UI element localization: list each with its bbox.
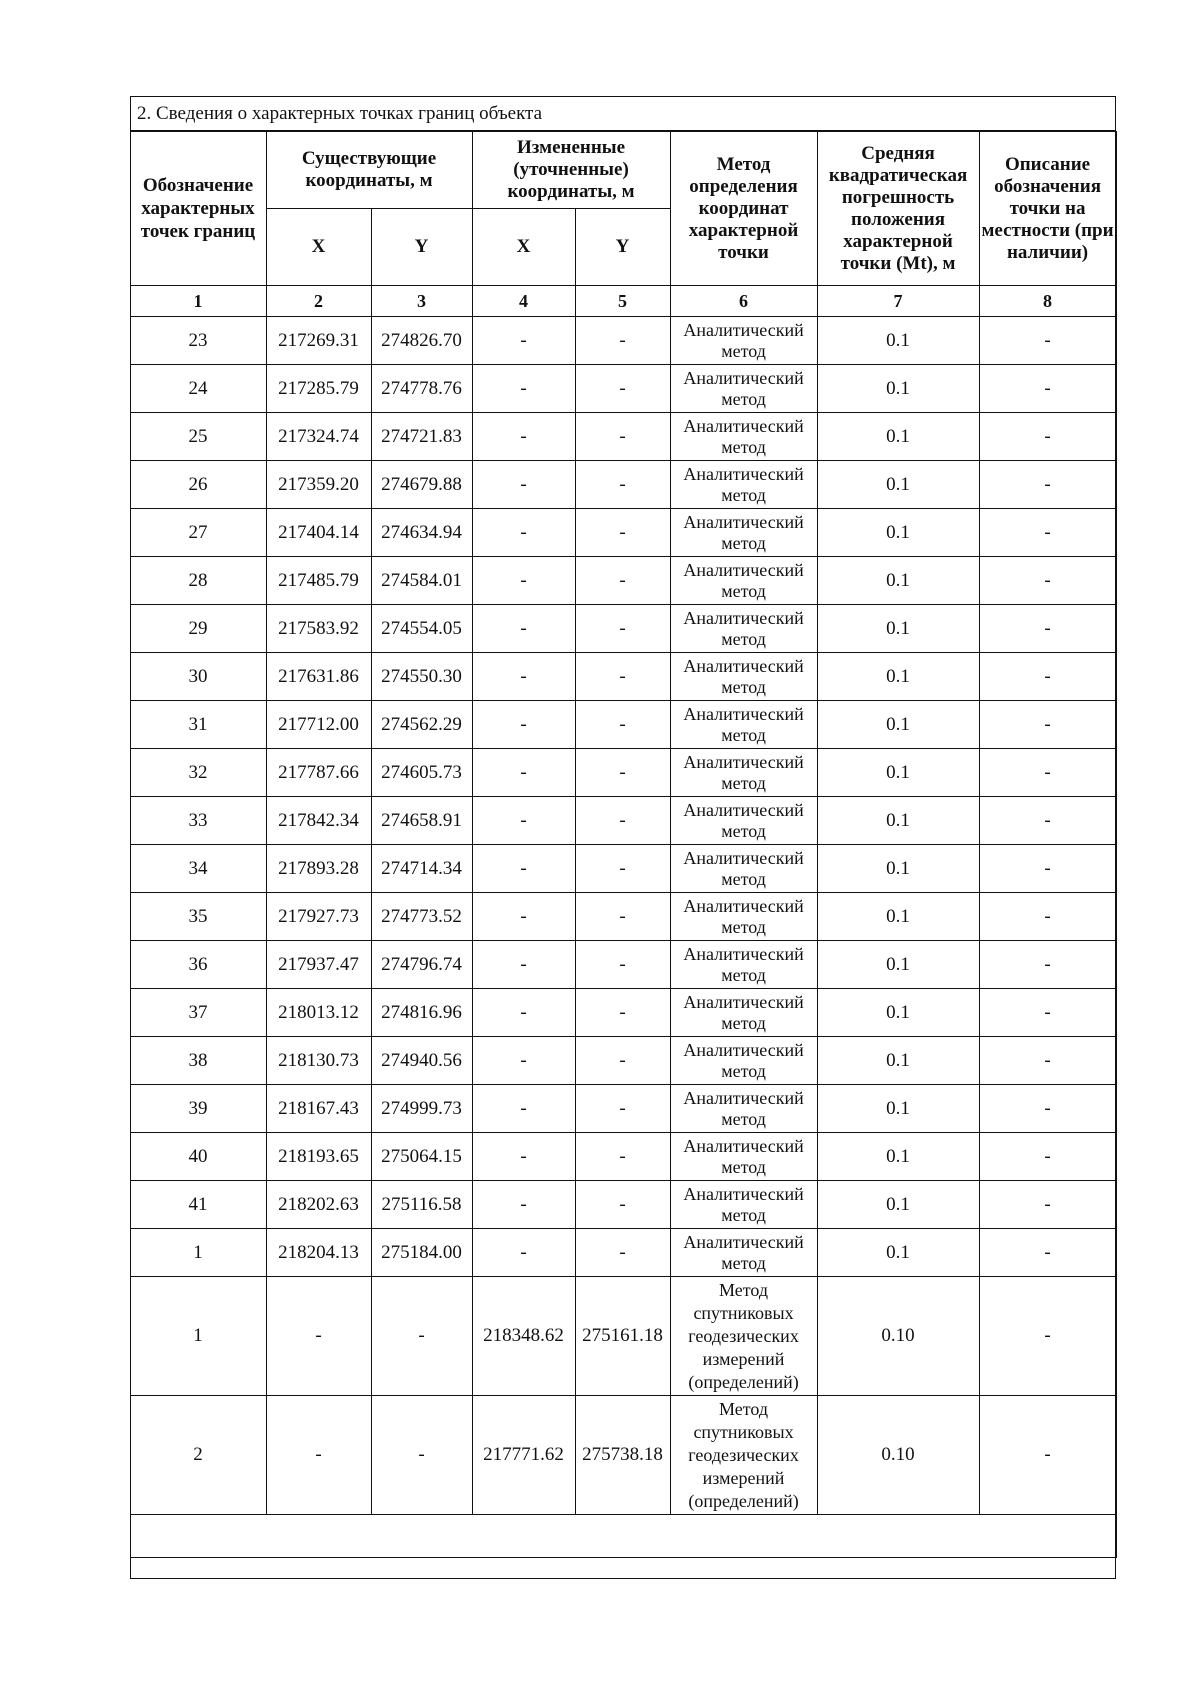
description-cell: - [979, 989, 1116, 1037]
changed-y-cell: 275738.18 [575, 1396, 670, 1515]
changed-y-cell: - [575, 1133, 670, 1181]
method-cell: Аналитический метод [670, 941, 817, 989]
changed-y-cell: - [575, 365, 670, 413]
table-row [130, 317, 1116, 365]
error-cell: 0.1 [817, 1085, 979, 1133]
description-cell: - [979, 317, 1116, 365]
changed-x-cell: - [472, 941, 575, 989]
description-cell: - [979, 605, 1116, 653]
point-cell: 34 [130, 845, 266, 893]
empty-cell [130, 1515, 1116, 1558]
table-row [130, 1396, 1116, 1515]
table-row [130, 557, 1116, 605]
description-cell: - [979, 1133, 1116, 1181]
method-cell: Аналитический метод [670, 365, 817, 413]
changed-y-cell: - [575, 893, 670, 941]
changed-y-cell: - [575, 509, 670, 557]
changed-y-cell: - [575, 1181, 670, 1229]
point-cell: 24 [130, 365, 266, 413]
existing-y-cell: 274826.70 [371, 317, 472, 365]
point-cell: 28 [130, 557, 266, 605]
existing-y-cell: - [371, 1396, 472, 1515]
table-row [130, 1085, 1116, 1133]
method-cell: Аналитический метод [670, 989, 817, 1037]
existing-y-cell: 275064.15 [371, 1133, 472, 1181]
header-description: Описание обозначения точки на местности (при наличии) [979, 132, 1116, 286]
error-cell: 0.1 [817, 893, 979, 941]
error-cell: 0.10 [817, 1396, 979, 1515]
error-cell: 0.1 [817, 1229, 979, 1277]
point-cell: 36 [130, 941, 266, 989]
changed-y-cell: - [575, 413, 670, 461]
point-cell: 39 [130, 1085, 266, 1133]
changed-x-cell: 217771.62 [472, 1396, 575, 1515]
changed-x-cell: - [472, 1229, 575, 1277]
point-cell: 37 [130, 989, 266, 1037]
table-row [130, 1037, 1116, 1085]
changed-x-cell: - [472, 413, 575, 461]
error-cell: 0.1 [817, 941, 979, 989]
table-row [130, 1181, 1116, 1229]
existing-x-cell: 217485.79 [266, 557, 371, 605]
header-existing-y: Y [371, 209, 472, 286]
changed-y-cell: - [575, 557, 670, 605]
description-cell: - [979, 941, 1116, 989]
existing-x-cell: 217324.74 [266, 413, 371, 461]
changed-x-cell: - [472, 1037, 575, 1085]
table-row [130, 653, 1116, 701]
description-cell: - [979, 845, 1116, 893]
table-row [130, 941, 1116, 989]
column-number: 7 [817, 286, 979, 317]
changed-x-cell: - [472, 557, 575, 605]
method-cell: Метод спутниковых геодезических измерений (определений) [670, 1277, 817, 1396]
header-method: Метод определения координат характерной точки [670, 132, 817, 286]
existing-x-cell: 217404.14 [266, 509, 371, 557]
method-cell: Аналитический метод [670, 509, 817, 557]
existing-x-cell: 217927.73 [266, 893, 371, 941]
existing-y-cell: 274605.73 [371, 749, 472, 797]
changed-y-cell: - [575, 653, 670, 701]
method-cell: Метод спутниковых геодезических измерений (определений) [670, 1396, 817, 1515]
error-cell: 0.1 [817, 1133, 979, 1181]
table-row [130, 413, 1116, 461]
changed-x-cell: - [472, 653, 575, 701]
changed-y-cell: - [575, 749, 670, 797]
coordinates-sheet [130, 96, 1116, 1579]
description-cell: - [979, 701, 1116, 749]
changed-x-cell: - [472, 1085, 575, 1133]
table-row [130, 509, 1116, 557]
method-cell: Аналитический метод [670, 1037, 817, 1085]
empty-row [130, 1515, 1116, 1558]
error-cell: 0.1 [817, 413, 979, 461]
error-cell: 0.1 [817, 1181, 979, 1229]
error-cell: 0.1 [817, 989, 979, 1037]
table-row [130, 1277, 1116, 1396]
error-cell: 0.1 [817, 605, 979, 653]
changed-x-cell: - [472, 701, 575, 749]
description-cell: - [979, 509, 1116, 557]
existing-y-cell: 274679.88 [371, 461, 472, 509]
existing-x-cell: 217712.00 [266, 701, 371, 749]
column-number: 5 [575, 286, 670, 317]
error-cell: 0.10 [817, 1277, 979, 1396]
changed-x-cell: - [472, 365, 575, 413]
existing-y-cell: - [371, 1277, 472, 1396]
column-numbers-row [130, 286, 1116, 317]
existing-y-cell: 274778.76 [371, 365, 472, 413]
changed-x-cell: - [472, 461, 575, 509]
existing-y-cell: 274658.91 [371, 797, 472, 845]
error-cell: 0.1 [817, 701, 979, 749]
existing-x-cell: 218013.12 [266, 989, 371, 1037]
column-number: 6 [670, 286, 817, 317]
existing-y-cell: 274562.29 [371, 701, 472, 749]
table-row [130, 893, 1116, 941]
description-cell: - [979, 365, 1116, 413]
point-cell: 1 [130, 1277, 266, 1396]
changed-y-cell: - [575, 1085, 670, 1133]
error-cell: 0.1 [817, 557, 979, 605]
existing-x-cell: 217631.86 [266, 653, 371, 701]
existing-y-cell: 274816.96 [371, 989, 472, 1037]
method-cell: Аналитический метод [670, 317, 817, 365]
method-cell: Аналитический метод [670, 605, 817, 653]
points-table [130, 131, 1117, 1558]
header-changed-coords: Измененные (уточненные) координаты, м [472, 132, 670, 209]
point-cell: 30 [130, 653, 266, 701]
changed-x-cell: - [472, 989, 575, 1037]
point-cell: 31 [130, 701, 266, 749]
point-cell: 40 [130, 1133, 266, 1181]
method-cell: Аналитический метод [670, 845, 817, 893]
existing-y-cell: 274796.74 [371, 941, 472, 989]
column-number: 2 [266, 286, 371, 317]
changed-y-cell: - [575, 461, 670, 509]
changed-x-cell: 218348.62 [472, 1277, 575, 1396]
error-cell: 0.1 [817, 749, 979, 797]
existing-x-cell: 217842.34 [266, 797, 371, 845]
existing-x-cell: - [266, 1277, 371, 1396]
error-cell: 0.1 [817, 317, 979, 365]
points-table-body [130, 317, 1116, 1558]
table-row [130, 845, 1116, 893]
table-row [130, 701, 1116, 749]
point-cell: 2 [130, 1396, 266, 1515]
error-cell: 0.1 [817, 461, 979, 509]
description-cell: - [979, 653, 1116, 701]
method-cell: Аналитический метод [670, 461, 817, 509]
changed-y-cell: - [575, 1229, 670, 1277]
method-cell: Аналитический метод [670, 797, 817, 845]
changed-x-cell: - [472, 1181, 575, 1229]
existing-y-cell: 274999.73 [371, 1085, 472, 1133]
description-cell: - [979, 1037, 1116, 1085]
existing-x-cell: 218167.43 [266, 1085, 371, 1133]
existing-x-cell: 217937.47 [266, 941, 371, 989]
column-number: 3 [371, 286, 472, 317]
error-cell: 0.1 [817, 509, 979, 557]
method-cell: Аналитический метод [670, 1085, 817, 1133]
table-row [130, 797, 1116, 845]
method-cell: Аналитический метод [670, 557, 817, 605]
point-cell: 26 [130, 461, 266, 509]
existing-y-cell: 274714.34 [371, 845, 472, 893]
existing-y-cell: 274550.30 [371, 653, 472, 701]
existing-y-cell: 274584.01 [371, 557, 472, 605]
method-cell: Аналитический метод [670, 893, 817, 941]
changed-y-cell: - [575, 941, 670, 989]
point-cell: 27 [130, 509, 266, 557]
changed-x-cell: - [472, 317, 575, 365]
description-cell: - [979, 1396, 1116, 1515]
method-cell: Аналитический метод [670, 653, 817, 701]
table-row [130, 1133, 1116, 1181]
point-cell: 25 [130, 413, 266, 461]
existing-y-cell: 274940.56 [371, 1037, 472, 1085]
method-cell: Аналитический метод [670, 1181, 817, 1229]
method-cell: Аналитический метод [670, 1229, 817, 1277]
existing-x-cell: 217893.28 [266, 845, 371, 893]
header-point: Обозначение характерных точек границ [130, 132, 266, 286]
changed-x-cell: - [472, 509, 575, 557]
section-title: 2. Сведения о характерных точках границ объекта [131, 97, 1115, 131]
error-cell: 0.1 [817, 797, 979, 845]
description-cell: - [979, 557, 1116, 605]
point-cell: 41 [130, 1181, 266, 1229]
existing-y-cell: 274773.52 [371, 893, 472, 941]
description-cell: - [979, 1085, 1116, 1133]
existing-x-cell: 218204.13 [266, 1229, 371, 1277]
existing-x-cell: 217285.79 [266, 365, 371, 413]
description-cell: - [979, 1229, 1116, 1277]
header-existing-coords: Существующие координаты, м [266, 132, 472, 209]
point-cell: 33 [130, 797, 266, 845]
point-cell: 32 [130, 749, 266, 797]
header-changed-y: Y [575, 209, 670, 286]
changed-x-cell: - [472, 797, 575, 845]
table-row [130, 605, 1116, 653]
existing-y-cell: 274634.94 [371, 509, 472, 557]
changed-y-cell: - [575, 701, 670, 749]
changed-y-cell: - [575, 989, 670, 1037]
point-cell: 38 [130, 1037, 266, 1085]
description-cell: - [979, 1181, 1116, 1229]
method-cell: Аналитический метод [670, 749, 817, 797]
description-cell: - [979, 749, 1116, 797]
existing-y-cell: 275184.00 [371, 1229, 472, 1277]
method-cell: Аналитический метод [670, 413, 817, 461]
changed-y-cell: 275161.18 [575, 1277, 670, 1396]
existing-x-cell: 217359.20 [266, 461, 371, 509]
column-number: 8 [979, 286, 1116, 317]
changed-y-cell: - [575, 317, 670, 365]
description-cell: - [979, 461, 1116, 509]
existing-y-cell: 274721.83 [371, 413, 472, 461]
description-cell: - [979, 797, 1116, 845]
point-cell: 29 [130, 605, 266, 653]
error-cell: 0.1 [817, 653, 979, 701]
header-error: Средняя квадратическая погрешность положения характерной точки (Mt), м [817, 132, 979, 286]
point-cell: 23 [130, 317, 266, 365]
existing-x-cell: - [266, 1396, 371, 1515]
error-cell: 0.1 [817, 845, 979, 893]
existing-x-cell: 217269.31 [266, 317, 371, 365]
changed-x-cell: - [472, 1133, 575, 1181]
existing-x-cell: 218193.65 [266, 1133, 371, 1181]
header-existing-x: X [266, 209, 371, 286]
point-cell: 1 [130, 1229, 266, 1277]
changed-y-cell: - [575, 797, 670, 845]
header-changed-x: X [472, 209, 575, 286]
existing-y-cell: 274554.05 [371, 605, 472, 653]
table-row [130, 749, 1116, 797]
existing-y-cell: 275116.58 [371, 1181, 472, 1229]
description-cell: - [979, 1277, 1116, 1396]
description-cell: - [979, 413, 1116, 461]
column-number: 1 [130, 286, 266, 317]
table-row [130, 989, 1116, 1037]
error-cell: 0.1 [817, 365, 979, 413]
changed-y-cell: - [575, 845, 670, 893]
existing-x-cell: 217787.66 [266, 749, 371, 797]
existing-x-cell: 218202.63 [266, 1181, 371, 1229]
changed-x-cell: - [472, 749, 575, 797]
changed-x-cell: - [472, 845, 575, 893]
existing-x-cell: 218130.73 [266, 1037, 371, 1085]
existing-x-cell: 217583.92 [266, 605, 371, 653]
column-number: 4 [472, 286, 575, 317]
changed-y-cell: - [575, 605, 670, 653]
table-row [130, 1229, 1116, 1277]
method-cell: Аналитический метод [670, 701, 817, 749]
point-cell: 35 [130, 893, 266, 941]
error-cell: 0.1 [817, 1037, 979, 1085]
table-row [130, 461, 1116, 509]
table-row [130, 365, 1116, 413]
changed-y-cell: - [575, 1037, 670, 1085]
method-cell: Аналитический метод [670, 1133, 817, 1181]
changed-x-cell: - [472, 893, 575, 941]
description-cell: - [979, 893, 1116, 941]
changed-x-cell: - [472, 605, 575, 653]
